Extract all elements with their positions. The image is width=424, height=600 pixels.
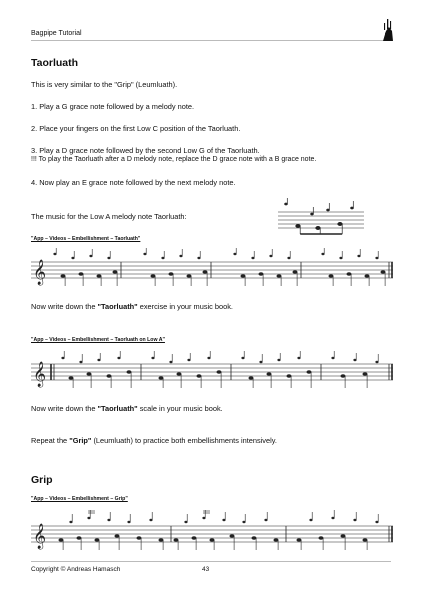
write-down-scale-post: scale in your music book. <box>137 404 223 413</box>
section-heading-grip: Grip <box>31 474 53 486</box>
repeat-grip-bold: "Grip" <box>69 436 92 445</box>
music-line-text: The music for the Low A melody note Taorluath: <box>31 212 187 221</box>
footer-copyright: Copyright © Andreas Hamasch <box>31 566 121 573</box>
write-down-scale-text <box>31 404 223 413</box>
taorluath-exercise-staff <box>31 246 393 290</box>
page-number: 43 <box>202 566 210 573</box>
write-down-scale-bold: "Taorluath" <box>97 404 138 413</box>
step-3-note: !!! To play the Taorluath after a D melody note, replace the D grace note with a B grace note. <box>31 156 317 163</box>
app-reference-taorluath: "App – Videos – Embellishment – Taorluath" <box>31 236 141 242</box>
app-reference-taorluath-low-a: "App – Videos – Embellishment – Taorluath on Low A" <box>31 337 165 343</box>
write-down-exercise-text <box>31 302 233 311</box>
svg-text:𝄞: 𝄞 <box>33 524 47 549</box>
svg-text:𝄞: 𝄞 <box>33 362 47 387</box>
write-down-scale-pre: Now write down the <box>31 404 98 413</box>
step-4: 4. Now play an E grace note followed by the next melody note. <box>31 178 236 187</box>
taorluath-example-notation <box>278 198 364 236</box>
repeat-grip-text <box>31 436 277 445</box>
footer-divider <box>31 561 391 562</box>
step-2: 2. Place your fingers on the first Low C position of the Taorluath. <box>31 124 241 133</box>
header-title: Bagpipe Tutorial <box>31 30 82 37</box>
svg-text:𝄞: 𝄞 <box>33 260 47 285</box>
app-reference-grip: "App – Videos – Embellishment – Grip" <box>31 496 128 502</box>
write-down-exercise-pre: Now write down the <box>31 302 98 311</box>
bagpipe-logo-icon <box>377 17 399 43</box>
repeat-grip-pre: Repeat the <box>31 436 70 445</box>
intro-text: This is very similar to the "Grip" (Leumluath). <box>31 80 178 89</box>
taorluath-scale-staff <box>31 348 393 392</box>
step-1: 1. Play a G grace note followed by a melody note. <box>31 102 195 111</box>
grip-exercise-staff <box>31 508 393 552</box>
header-divider <box>31 40 391 41</box>
repeat-grip-post: (Leumluath) to practice both embellishments intensively. <box>91 436 277 445</box>
write-down-exercise-bold: "Taorluath" <box>97 302 138 311</box>
step-3: 3. Play a D grace note followed by the second Low G of the Taorluath. <box>31 146 260 155</box>
write-down-exercise-post: exercise in your music book. <box>137 302 233 311</box>
section-heading-taorluath: Taorluath <box>31 57 79 69</box>
